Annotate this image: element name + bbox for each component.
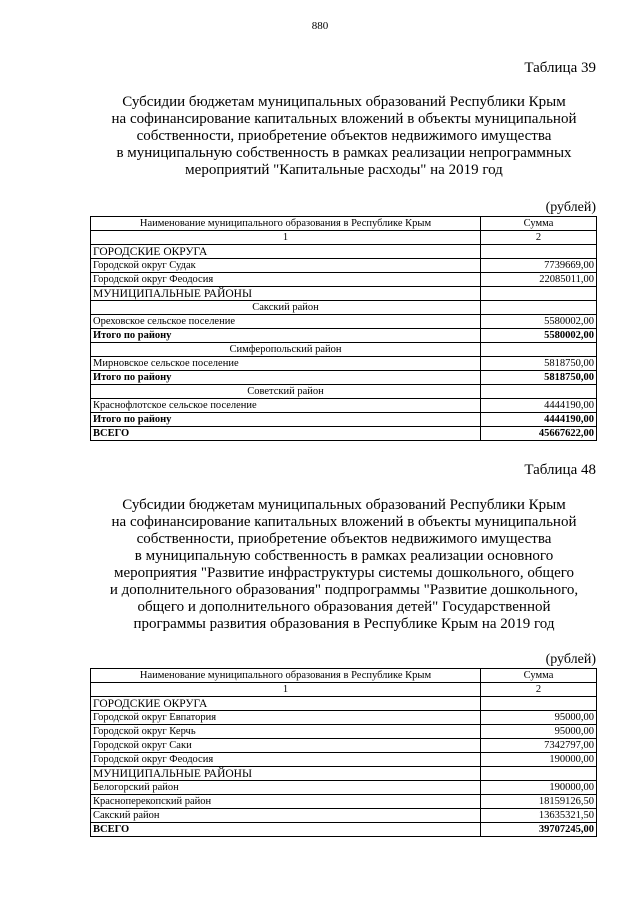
- header-sum: Сумма: [481, 669, 597, 683]
- title-line: в муниципальную собственность в рамках реализации непрограммных: [116, 145, 572, 161]
- title-line: на софинансирование капитальных вложений в объекты муниципальной: [111, 111, 577, 127]
- row-name: Городской округ Феодосия: [91, 273, 481, 287]
- col-number: 1: [91, 231, 481, 245]
- title-line: Субсидии бюджетам муниципальных образований Республики Крым: [122, 94, 566, 110]
- table-row: [91, 259, 597, 273]
- table-row: [91, 357, 597, 371]
- table-row: [91, 427, 597, 441]
- title-line: мероприятия "Развитие инфраструктуры системы дошкольного, общего: [113, 565, 575, 581]
- row-name: ВСЕГО: [91, 823, 481, 837]
- col-number: 1: [91, 683, 481, 697]
- row-name: Городской округ Евпатория: [91, 711, 481, 725]
- table-row: [91, 739, 597, 753]
- table-row: [91, 795, 597, 809]
- title-line: мероприятий "Капитальные расходы" на 2019 год: [185, 162, 503, 178]
- row-value: [481, 767, 597, 781]
- table-48: [90, 668, 597, 837]
- table-48-label: Таблица 48: [524, 462, 596, 478]
- row-name: Краснофлотское сельское поселение: [91, 399, 481, 413]
- title-line: на софинансирование капитальных вложений в объекты муниципальной: [111, 514, 577, 530]
- row-name: Сакский район: [91, 809, 481, 823]
- title-line: программы развития образования в Республике Крым на 2019 год: [133, 616, 555, 632]
- row-value: [481, 385, 597, 399]
- table-row: [91, 399, 597, 413]
- row-name: ГОРОДСКИЕ ОКРУГА: [91, 245, 481, 259]
- row-name: Красноперекопский район: [91, 795, 481, 809]
- table-row: [91, 371, 597, 385]
- row-value: 190000,00: [481, 781, 597, 795]
- table-39-label: Таблица 39: [524, 60, 596, 76]
- table-row: [91, 809, 597, 823]
- row-name: Итого по району: [91, 371, 481, 385]
- row-value: 5580002,00: [481, 315, 597, 329]
- table-48-title: [90, 497, 598, 633]
- table-row: [91, 273, 597, 287]
- table-39-title: [90, 94, 598, 179]
- table-row: [91, 343, 597, 357]
- row-name: Ореховское сельское поселение: [91, 315, 481, 329]
- row-name: ВСЕГО: [91, 427, 481, 441]
- table-row: [91, 287, 597, 301]
- row-value: 39707245,00: [481, 823, 597, 837]
- table-row: [91, 413, 597, 427]
- table-39-unit: (рублей): [545, 200, 596, 215]
- row-value: [481, 245, 597, 259]
- table-row: [91, 781, 597, 795]
- header-name: Наименование муниципального образования в Республике Крым: [91, 217, 481, 231]
- title-line: собственности, приобретение объектов недвижимого имущества: [136, 531, 552, 547]
- table-row: [91, 725, 597, 739]
- row-name: Итого по району: [91, 413, 481, 427]
- row-value: [481, 287, 597, 301]
- row-value: [481, 697, 597, 711]
- row-name: Белогорский район: [91, 781, 481, 795]
- table-row: [91, 385, 597, 399]
- row-value: 7342797,00: [481, 739, 597, 753]
- header-sum: Сумма: [481, 217, 597, 231]
- col-number: 2: [481, 231, 597, 245]
- row-value: 5580002,00: [481, 329, 597, 343]
- table-row: [91, 329, 597, 343]
- row-name: ГОРОДСКИЕ ОКРУГА: [91, 697, 481, 711]
- row-name: МУНИЦИПАЛЬНЫЕ РАЙОНЫ: [91, 287, 481, 301]
- row-value: 45667622,00: [481, 427, 597, 441]
- row-value: 22085011,00: [481, 273, 597, 287]
- row-value: 4444190,00: [481, 399, 597, 413]
- table-39-header-row: [91, 217, 597, 231]
- row-value: 5818750,00: [481, 371, 597, 385]
- title-line: в муниципальную собственность в рамках реализации основного: [134, 548, 554, 564]
- title-line: и дополнительного образования" подпрограммы "Развитие дошкольного,: [109, 582, 579, 598]
- row-name: Симферопольский район: [91, 343, 481, 357]
- row-value: 18159126,50: [481, 795, 597, 809]
- row-name: Городской округ Судак: [91, 259, 481, 273]
- table-39: [90, 216, 597, 441]
- table-row: [91, 245, 597, 259]
- row-name: Городской округ Керчь: [91, 725, 481, 739]
- table-row: [91, 315, 597, 329]
- table-row: [91, 711, 597, 725]
- row-name: Советский район: [91, 385, 481, 399]
- title-line: Субсидии бюджетам муниципальных образований Республики Крым: [122, 497, 566, 513]
- row-value: 190000,00: [481, 753, 597, 767]
- table-row: [91, 697, 597, 711]
- table-row: [91, 753, 597, 767]
- table-48-header-row: [91, 669, 597, 683]
- row-value: 5818750,00: [481, 357, 597, 371]
- header-name: Наименование муниципального образования в Республике Крым: [91, 669, 481, 683]
- row-value: 7739669,00: [481, 259, 597, 273]
- row-name: Сакский район: [91, 301, 481, 315]
- table-row: [91, 767, 597, 781]
- row-value: 95000,00: [481, 711, 597, 725]
- row-value: [481, 301, 597, 315]
- row-value: [481, 343, 597, 357]
- row-value: 13635321,50: [481, 809, 597, 823]
- row-name: Городской округ Феодосия: [91, 753, 481, 767]
- page-number: 880: [311, 20, 329, 32]
- col-number: 2: [481, 683, 597, 697]
- title-line: собственности, приобретение объектов недвижимого имущества: [136, 128, 552, 144]
- row-name: МУНИЦИПАЛЬНЫЕ РАЙОНЫ: [91, 767, 481, 781]
- table-48-colnum-row: [91, 683, 597, 697]
- row-name: Городской округ Саки: [91, 739, 481, 753]
- row-name: Мирновское сельское поселение: [91, 357, 481, 371]
- table-39-colnum-row: [91, 231, 597, 245]
- row-name: Итого по району: [91, 329, 481, 343]
- table-row: [91, 823, 597, 837]
- title-line: общего и дополнительного образования детей" Государственной: [137, 599, 551, 615]
- row-value: 4444190,00: [481, 413, 597, 427]
- table-row: [91, 301, 597, 315]
- table-48-unit: (рублей): [545, 652, 596, 667]
- row-value: 95000,00: [481, 725, 597, 739]
